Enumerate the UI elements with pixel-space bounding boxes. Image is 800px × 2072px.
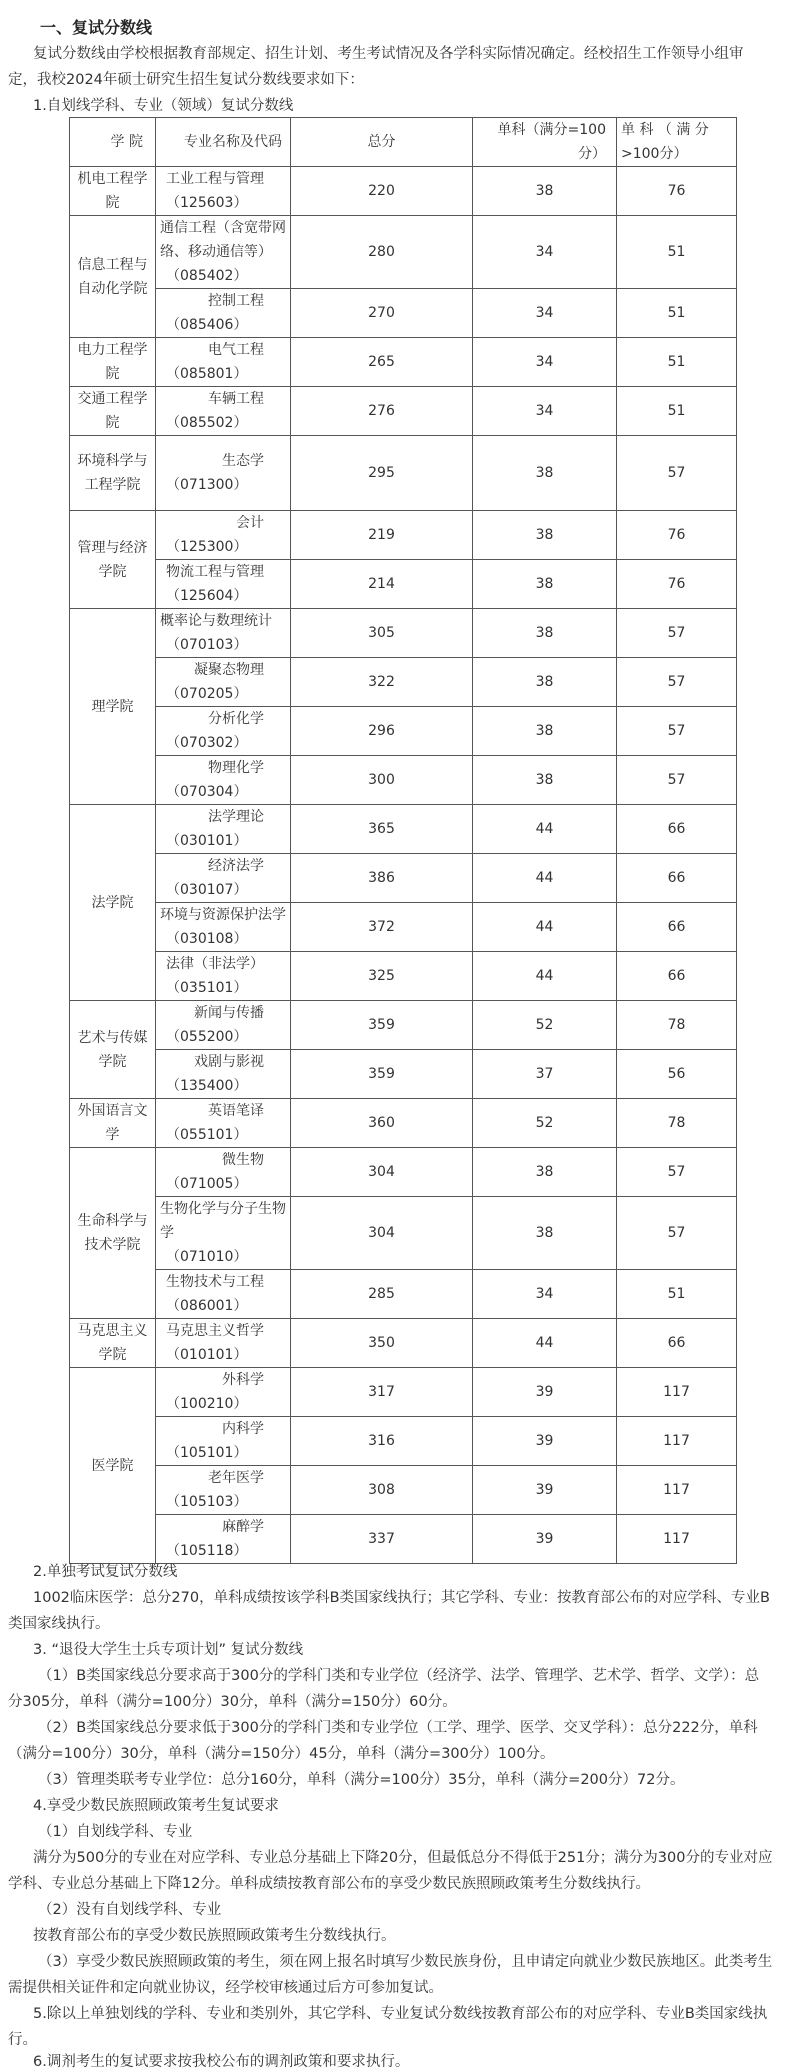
single-100-cell: 38: [473, 1197, 617, 1270]
total-score-cell: 359: [291, 1001, 473, 1050]
major-cell: [156, 436, 291, 511]
table-row: [70, 1270, 737, 1319]
major-name: 生物技术与工程: [166, 1274, 264, 1290]
section6-text: 6.调剂考生的复试要求按我校公布的调剂政策和要求执行。: [33, 2054, 410, 2070]
college-cell: 管理与经济学院: [70, 511, 156, 609]
table-row: [70, 289, 737, 338]
major-name: 马克思主义哲学: [166, 1323, 264, 1339]
total-score-cell: 265: [291, 338, 473, 387]
major-name: 物流工程与管理: [166, 564, 264, 580]
major-cell: [156, 1148, 291, 1197]
single-over-100-cell: 57: [617, 1197, 737, 1270]
major-name: 生态学: [222, 453, 264, 469]
single-over-100-cell: 57: [617, 756, 737, 805]
major-cell: [156, 707, 291, 756]
table-row: [70, 707, 737, 756]
single-100-cell: 39: [473, 1417, 617, 1466]
single-over-100-cell: 76: [617, 511, 737, 560]
single-100-cell: 37: [473, 1050, 617, 1099]
major-name: 凝聚态物理: [194, 662, 264, 678]
single-100-cell: 34: [473, 216, 617, 289]
total-score-cell: 295: [291, 436, 473, 511]
major-cell: [156, 1319, 291, 1368]
single-100-cell: 44: [473, 952, 617, 1001]
single-over-100-cell: 66: [617, 805, 737, 854]
college-cell: 生命科学与技术学院: [70, 1148, 156, 1319]
college-cell: 外国语言文学: [70, 1099, 156, 1148]
single-100-cell: 38: [473, 707, 617, 756]
major-code: （105101）: [166, 1445, 248, 1461]
major-name: 经济法学: [208, 858, 264, 874]
major-name: 法学理论: [208, 809, 264, 825]
major-code: （125603）: [166, 195, 248, 211]
single-over-100-cell: 51: [617, 1270, 737, 1319]
total-score-cell: 280: [291, 216, 473, 289]
single-100-cell: 44: [473, 1319, 617, 1368]
total-score-cell: 308: [291, 1466, 473, 1515]
major-code: （070304）: [166, 784, 248, 800]
total-score-cell: 214: [291, 560, 473, 609]
single-100-cell: 38: [473, 560, 617, 609]
single-over-100-cell: 57: [617, 707, 737, 756]
total-score-cell: 365: [291, 805, 473, 854]
single-over-100-cell: 66: [617, 1319, 737, 1368]
table-row: [70, 952, 737, 1001]
major-cell: [156, 854, 291, 903]
total-score-cell: 360: [291, 1099, 473, 1148]
section3-item3: （3）管理类联考专业学位：总分160分，单科（满分=100分）35分，单科（满分=200分）72分。: [38, 1772, 685, 1788]
major-name: 概率论与数理统计: [160, 613, 272, 629]
table-row: [70, 436, 737, 511]
college-cell: 理学院: [70, 609, 156, 805]
table-row: [70, 1148, 737, 1197]
total-score-cell: 220: [291, 167, 473, 216]
section4-title: 4.享受少数民族照顾政策考生复试要求: [33, 1798, 279, 1814]
header-single-over-100: 单 科 （ 满 分 >100分）: [617, 118, 737, 167]
single-over-100-cell: 76: [617, 560, 737, 609]
college-cell: 马克思主义学院: [70, 1319, 156, 1368]
section4-sub3-text: （3）享受少数民族照顾政策的考生，须在网上报名时填写少数民族身份，且申请定向就业少数民族地区。此类考生: [38, 1954, 773, 1970]
major-code: （030107）: [166, 882, 248, 898]
section5-text: 5.除以上单独划线的学科、专业和类别外，其它学科、专业复试分数线按教育部公布的对应学科、专业B类国家线执: [33, 2006, 768, 2022]
major-name: 老年医学: [208, 1470, 264, 1486]
major-cell: [156, 560, 291, 609]
table-row: [70, 1368, 737, 1417]
header-major: 专业名称及代码: [156, 118, 291, 167]
section4-sub3-text-cont: 需提供相关证件和定向就业协议，经学校审核通过后方可参加复试。: [8, 1980, 443, 1996]
major-cell: [156, 1515, 291, 1564]
table-row: [70, 1197, 737, 1270]
major-cell: [156, 289, 291, 338]
table-row: [70, 1050, 737, 1099]
total-score-cell: 372: [291, 903, 473, 952]
total-score-cell: 337: [291, 1515, 473, 1564]
section4-sub2-title: （2）没有自划线学科、专业: [38, 1902, 222, 1918]
major-code: （071005）: [166, 1176, 248, 1192]
table-row: [70, 609, 737, 658]
table-row: [70, 1001, 737, 1050]
single-100-cell: 38: [473, 658, 617, 707]
table-row: [70, 1515, 737, 1564]
total-score-cell: 322: [291, 658, 473, 707]
table-row: [70, 658, 737, 707]
single-100-cell: 34: [473, 338, 617, 387]
single-100-cell: 39: [473, 1368, 617, 1417]
major-code: （055101）: [166, 1127, 248, 1143]
total-score-cell: 359: [291, 1050, 473, 1099]
table-row: [70, 387, 737, 436]
major-code: （085406）: [166, 317, 248, 333]
single-over-100-cell: 57: [617, 1148, 737, 1197]
single-over-100-cell: 78: [617, 1099, 737, 1148]
major-code: （030101）: [166, 833, 248, 849]
major-cell: [156, 609, 291, 658]
single-over-100-cell: 76: [617, 167, 737, 216]
single-over-100-cell: 117: [617, 1466, 737, 1515]
table-row: [70, 903, 737, 952]
single-over-100-cell: 57: [617, 436, 737, 511]
single-over-100-cell: 56: [617, 1050, 737, 1099]
major-code: （085502）: [166, 415, 248, 431]
college-cell: 艺术与传媒学院: [70, 1001, 156, 1099]
section3-item2: （2）B类国家线总分要求低于300分的学科门类和专业学位（工学、理学、医学、交叉学科）：总分222分，单科: [38, 1720, 758, 1736]
total-score-cell: 304: [291, 1197, 473, 1270]
major-name: 物理化学: [208, 760, 264, 776]
major-code: （135400）: [166, 1078, 248, 1094]
major-cell: [156, 903, 291, 952]
table-row: [70, 167, 737, 216]
major-code: （125300）: [166, 539, 248, 555]
major-cell: [156, 1466, 291, 1515]
section2-text-cont: 类国家线执行。: [8, 1616, 110, 1632]
major-cell: [156, 1197, 291, 1270]
major-code: （085801）: [166, 366, 248, 382]
major-name: 麻醉学: [222, 1519, 264, 1535]
single-100-cell: 52: [473, 1099, 617, 1148]
college-cell: 法学院: [70, 805, 156, 1001]
single-100-cell: 38: [473, 756, 617, 805]
major-code: （100210）: [166, 1396, 248, 1412]
major-code: （105103）: [166, 1494, 248, 1510]
score-table: [69, 117, 737, 1564]
major-code: （070205）: [166, 686, 248, 702]
major-code: （035101）: [166, 980, 248, 996]
major-cell: [156, 167, 291, 216]
section2-text: 1002临床医学：总分270，单科成绩按该学科B类国家线执行；其它学科、专业：按教育部公布的对应学科、专业B: [33, 1590, 770, 1606]
major-cell: [156, 338, 291, 387]
table-header-row: [70, 118, 737, 167]
college-cell: 交通工程学院: [70, 387, 156, 436]
college-cell: 医学院: [70, 1368, 156, 1564]
major-name: 戏剧与影视: [194, 1054, 264, 1070]
major-code: （085402）: [166, 268, 248, 284]
major-cell: [156, 756, 291, 805]
major-code: （105118）: [166, 1543, 248, 1559]
total-score-cell: 304: [291, 1148, 473, 1197]
major-code: （030108）: [166, 931, 248, 947]
section-heading: 一、复试分数线: [40, 18, 153, 37]
major-name: 内科学: [222, 1421, 264, 1437]
total-score-cell: 386: [291, 854, 473, 903]
single-over-100-cell: 117: [617, 1417, 737, 1466]
intro-text: 复试分数线由学校根据教育部规定、招生计划、考生考试情况及各学科实际情况确定。经校招生工作领导小组审: [33, 46, 744, 62]
table-row: [70, 338, 737, 387]
single-100-cell: 34: [473, 289, 617, 338]
major-name: 环境与资源保护法学: [160, 907, 286, 923]
major-cell: [156, 805, 291, 854]
single-over-100-cell: 51: [617, 387, 737, 436]
section5-text-cont: 行。: [8, 2032, 37, 2048]
single-over-100-cell: 117: [617, 1515, 737, 1564]
single-over-100-cell: 51: [617, 216, 737, 289]
single-over-100-cell: 51: [617, 289, 737, 338]
total-score-cell: 316: [291, 1417, 473, 1466]
section4-sub2-text: 按教育部公布的享受少数民族照顾政策考生分数线执行。: [33, 1928, 396, 1944]
major-cell: [156, 216, 291, 289]
major-name: 电气工程: [208, 342, 264, 358]
single-over-100-cell: 57: [617, 658, 737, 707]
major-cell: [156, 511, 291, 560]
single-over-100-cell: 51: [617, 338, 737, 387]
major-code: （070302）: [166, 735, 248, 751]
major-code: （070103）: [166, 637, 248, 653]
total-score-cell: 270: [291, 289, 473, 338]
major-cell: [156, 1099, 291, 1148]
major-name: 微生物: [222, 1152, 264, 1168]
major-name: 会计: [236, 515, 264, 531]
single-100-cell: 44: [473, 854, 617, 903]
table-row: [70, 1099, 737, 1148]
major-cell: [156, 1050, 291, 1099]
major-cell: [156, 1270, 291, 1319]
table-row: [70, 1319, 737, 1368]
table-row: [70, 216, 737, 289]
major-name: 车辆工程: [208, 391, 264, 407]
single-over-100-cell: 66: [617, 903, 737, 952]
total-score-cell: 305: [291, 609, 473, 658]
total-score-cell: 219: [291, 511, 473, 560]
major-name: 法律（非法学）: [166, 956, 264, 972]
major-name: 分析化学: [208, 711, 264, 727]
major-code: （125604）: [166, 588, 248, 604]
table-row: [70, 1466, 737, 1515]
single-100-cell: 39: [473, 1515, 617, 1564]
college-cell: 电力工程学院: [70, 338, 156, 387]
major-cell: [156, 1417, 291, 1466]
major-code: （071010）: [166, 1249, 248, 1265]
single-100-cell: 38: [473, 167, 617, 216]
single-over-100-cell: 117: [617, 1368, 737, 1417]
single-over-100-cell: 57: [617, 609, 737, 658]
college-cell: 环境科学与工程学院: [70, 436, 156, 511]
section4-sub1-title: （1）自划线学科、专业: [38, 1824, 193, 1840]
single-over-100-cell: 78: [617, 1001, 737, 1050]
section1-title: 1.自划线学科、专业（领域）复试分数线: [33, 98, 294, 114]
header-total: 总分: [291, 118, 473, 167]
total-score-cell: 296: [291, 707, 473, 756]
section4-sub1-text-cont: 学科、专业总分基础上下降12分。单科成绩按教育部公布的享受少数民族照顾政策考生分数线执行。: [8, 1876, 650, 1892]
major-code: （071300）: [166, 477, 248, 493]
major-code: （010101）: [166, 1347, 248, 1363]
section3-title: 3. “退役大学生士兵专项计划” 复试分数线: [33, 1642, 304, 1658]
major-code: （055200）: [166, 1029, 248, 1045]
single-100-cell: 52: [473, 1001, 617, 1050]
total-score-cell: 285: [291, 1270, 473, 1319]
section2-title: 2.单独考试复试分数线: [33, 1564, 178, 1580]
single-100-cell: 34: [473, 387, 617, 436]
table-row: [70, 511, 737, 560]
section4-sub1-text: 满分为500分的专业在对应学科、专业总分基础上下降20分，但最低总分不得低于251分；满分为300分的专业对应: [33, 1850, 773, 1866]
total-score-cell: 350: [291, 1319, 473, 1368]
major-name: 控制工程: [208, 293, 264, 309]
header-college: 学 院: [70, 118, 156, 167]
single-100-cell: 38: [473, 1148, 617, 1197]
single-100-cell: 34: [473, 1270, 617, 1319]
total-score-cell: 300: [291, 756, 473, 805]
major-name: 工业工程与管理: [166, 171, 264, 187]
section3-item1-cont: 分305分，单科（满分=100分）30分，单科（满分=150分）60分。: [8, 1694, 457, 1710]
major-cell: [156, 387, 291, 436]
table-row: [70, 805, 737, 854]
major-name: 通信工程（含宽带网络、移动通信等）: [160, 220, 286, 260]
major-code: （086001）: [166, 1298, 248, 1314]
table-row: [70, 1417, 737, 1466]
major-name: 生物化学与分子生物学: [160, 1201, 286, 1241]
total-score-cell: 317: [291, 1368, 473, 1417]
college-cell: 信息工程与自动化学院: [70, 216, 156, 338]
major-name: 外科学: [222, 1372, 264, 1388]
single-over-100-cell: 66: [617, 854, 737, 903]
major-name: 英语笔译: [208, 1103, 264, 1119]
header-single-100: 单科（满分=100分）: [473, 118, 617, 167]
single-100-cell: 39: [473, 1466, 617, 1515]
major-cell: [156, 952, 291, 1001]
total-score-cell: 276: [291, 387, 473, 436]
section3-item2-cont: （满分=100分）30分，单科（满分=150分）45分，单科（满分=300分）100分。: [8, 1746, 555, 1762]
single-100-cell: 38: [473, 511, 617, 560]
single-100-cell: 44: [473, 903, 617, 952]
table-row: [70, 756, 737, 805]
intro-text-cont: 定，我校2024年硕士研究生招生复试分数线要求如下：: [8, 72, 364, 88]
table-row: [70, 560, 737, 609]
major-cell: [156, 658, 291, 707]
table-row: [70, 854, 737, 903]
single-100-cell: 44: [473, 805, 617, 854]
section3-item1: （1）B类国家线总分要求高于300分的学科门类和专业学位（经济学、法学、管理学、艺术学、哲学、文学）：总: [38, 1668, 760, 1684]
single-over-100-cell: 66: [617, 952, 737, 1001]
major-cell: [156, 1368, 291, 1417]
single-100-cell: 38: [473, 436, 617, 511]
major-cell: [156, 1001, 291, 1050]
college-cell: 机电工程学院: [70, 167, 156, 216]
major-name: 新闻与传播: [194, 1005, 264, 1021]
total-score-cell: 325: [291, 952, 473, 1001]
single-100-cell: 38: [473, 609, 617, 658]
